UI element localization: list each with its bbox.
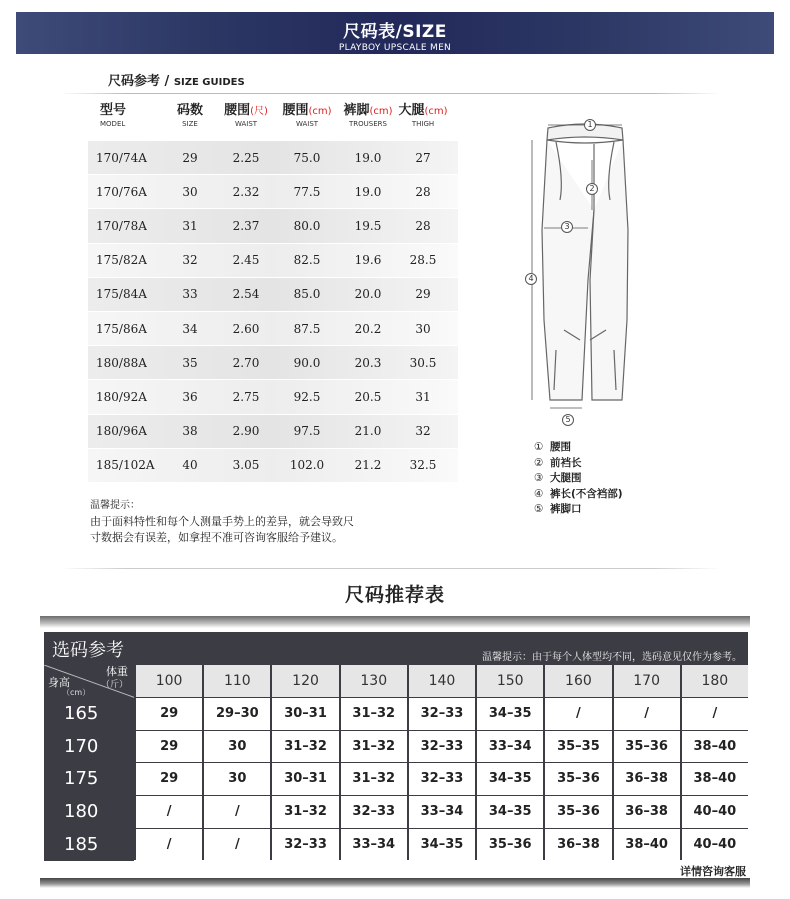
size-table-header: [88, 104, 458, 140]
table-cell: 31: [182, 218, 198, 233]
weight-header-cell: 120: [272, 665, 338, 697]
marker-1: 1: [584, 119, 596, 131]
size-cell: 30–31: [272, 763, 338, 795]
table-row: [44, 828, 748, 861]
size-cell: /: [136, 796, 202, 828]
height-cell: 165: [44, 698, 134, 730]
table-cell: 102.0: [289, 458, 325, 473]
table-cell: 30: [182, 184, 198, 199]
weight-label: 体重: [106, 665, 128, 678]
size-cell: 29: [136, 763, 202, 795]
size-cell: 35–36: [545, 763, 611, 795]
table-cell: 87.5: [293, 321, 321, 336]
height-cell: 170: [44, 731, 134, 763]
weight-unit: （斤）: [100, 680, 128, 690]
legend-item: [534, 487, 623, 503]
table-cell: 32.5: [409, 458, 437, 473]
table-cell: 21.2: [354, 458, 382, 473]
header-en: MODEL: [100, 120, 126, 128]
header-unit: (cm): [308, 106, 332, 117]
table-cell: 170/74A: [96, 150, 147, 165]
size-cell: 32–33: [272, 829, 338, 861]
header-en: SIZE: [182, 120, 198, 128]
marker-5: 5: [562, 414, 574, 426]
size-cell: 40–40: [682, 796, 748, 828]
header-unit: (cm): [369, 106, 393, 117]
table-row: [44, 762, 748, 795]
pants-diagram: [520, 110, 650, 430]
table-cell: 90.0: [293, 355, 321, 370]
size-cell: 36–38: [614, 796, 680, 828]
recommend-table-header: [44, 632, 748, 664]
height-label: 身高: [48, 676, 70, 689]
table-cell: 75.0: [293, 150, 321, 165]
size-cell: 32–33: [409, 731, 475, 763]
size-cell: 35–35: [545, 731, 611, 763]
decor-bar: [40, 878, 750, 888]
table-cell: 28.5: [409, 253, 437, 268]
size-table-header-cell: [398, 104, 448, 140]
tip-title: 温馨提示：: [90, 500, 140, 511]
size-cell: 35–36: [614, 731, 680, 763]
table-cell: 180/88A: [96, 355, 147, 370]
height-cell: 180: [44, 796, 134, 828]
legend-label: 裤脚口: [550, 503, 582, 515]
size-cell: 38–40: [614, 829, 680, 861]
banner-title: 尺码表/SIZE: [343, 22, 447, 42]
marker-4: 4: [525, 273, 537, 285]
table-row: [88, 174, 458, 208]
table-row: [44, 795, 748, 828]
size-cell: /: [136, 829, 202, 861]
weight-header-cell: 180: [682, 665, 748, 697]
height-cell: 185: [44, 829, 134, 861]
table-row: [88, 345, 458, 379]
size-cell: 34–35: [477, 763, 543, 795]
table-cell: 20.0: [354, 287, 382, 302]
height-cell: 175: [44, 763, 134, 795]
size-cell: 31–32: [341, 698, 407, 730]
legend-label: 腰围: [550, 441, 571, 453]
header-cn: 码数: [176, 103, 203, 118]
table-cell: 2.70: [232, 355, 260, 370]
table-cell: 170/78A: [96, 218, 147, 233]
size-cell: 30: [204, 731, 270, 763]
size-guide-heading: [108, 70, 245, 89]
legend-num: ⑤: [534, 503, 544, 515]
table-cell: 19.0: [354, 184, 382, 199]
table-cell: 3.05: [232, 458, 260, 473]
table-cell: 35: [182, 355, 198, 370]
table-cell: 29: [415, 287, 431, 302]
legend-item: [534, 471, 623, 487]
table-cell: 97.5: [293, 424, 321, 439]
size-cell: 35–36: [545, 796, 611, 828]
legend-item: [534, 456, 623, 472]
weight-header-cell: 130: [341, 665, 407, 697]
legend-label: 裤长(不含裆部): [550, 487, 623, 500]
header-en: THIGH: [411, 120, 435, 128]
tip-line: 由于面料特性和每个人测量手势上的差异，就会导致尺: [90, 515, 354, 528]
size-cell: 29: [136, 731, 202, 763]
table-cell: 170/76A: [96, 184, 147, 199]
legend-num: ①: [534, 441, 544, 453]
table-cell: 29: [182, 150, 198, 165]
table-cell: 28: [415, 218, 431, 233]
legend-item: [534, 440, 623, 456]
top-banner: [16, 12, 774, 54]
size-cell: /: [682, 698, 748, 730]
table-cell: 20.2: [354, 321, 382, 336]
table-cell: 38: [182, 424, 198, 439]
size-table-header-cell: [88, 104, 164, 140]
corner-cell: [44, 665, 134, 698]
legend-num: ④: [534, 487, 544, 500]
recommend-title: 尺码推荐表: [344, 584, 445, 606]
header-cn: 裤脚: [343, 103, 370, 118]
size-cell: 29: [136, 698, 202, 730]
size-table-body: [88, 140, 458, 482]
recommend-note: 温馨提示：由于每个人体型均不同，选码意见仅作为参考。: [482, 652, 742, 663]
size-cell: 35–36: [477, 829, 543, 861]
size-cell: 32–33: [409, 763, 475, 795]
tip-line: 寸数据会有误差，如拿捏不准可咨询客服给予建议。: [90, 531, 343, 544]
size-cell: 31–32: [272, 796, 338, 828]
header-cn: 腰围: [282, 103, 309, 118]
table-cell: 21.0: [354, 424, 382, 439]
weight-header-cell: 170: [614, 665, 680, 697]
marker-3: 3: [561, 221, 573, 233]
size-cell: 36–38: [545, 829, 611, 861]
size-cell: 31–32: [341, 731, 407, 763]
table-cell: 31: [415, 389, 431, 404]
table-cell: 2.25: [232, 150, 260, 165]
legend-label: 前裆长: [550, 456, 582, 469]
banner-subtitle: PLAYBOY UPSCALE MEN: [338, 43, 452, 53]
size-cell: 30: [204, 763, 270, 795]
table-cell: 40: [182, 458, 198, 473]
header-en: TROUSERS: [349, 120, 387, 128]
size-cell: 29–30: [204, 698, 270, 730]
header-en: WAIST: [234, 120, 258, 128]
legend-item: [534, 502, 623, 518]
size-cell: 33–34: [341, 829, 407, 861]
table-cell: 175/84A: [96, 287, 147, 302]
size-table-header-cell: [164, 104, 216, 140]
table-cell: 77.5: [293, 184, 321, 199]
size-cell: 33–34: [409, 796, 475, 828]
table-row: [88, 311, 458, 345]
table-cell: 2.37: [232, 218, 260, 233]
size-cell: 36–38: [614, 763, 680, 795]
size-cell: 34–35: [409, 829, 475, 861]
weight-header-cell: 140: [409, 665, 475, 697]
decor-bar: [40, 616, 750, 628]
size-cell: /: [204, 829, 270, 861]
table-cell: 175/82A: [96, 253, 147, 268]
table-cell: 2.32: [232, 184, 260, 199]
table-cell: 85.0: [293, 287, 321, 302]
weight-header-cell: 110: [204, 665, 270, 697]
weight-header-cell: 150: [477, 665, 543, 697]
table-cell: 32: [415, 424, 431, 439]
header-en: WAIST: [295, 120, 319, 128]
table-cell: 80.0: [293, 218, 321, 233]
table-row: [88, 277, 458, 311]
marker-2: 2: [586, 183, 598, 195]
table-cell: 36: [182, 389, 198, 404]
header-unit: (尺): [250, 106, 268, 117]
recommend-body: [44, 697, 748, 861]
weight-header-cell: 100: [136, 665, 202, 697]
table-cell: 32: [182, 253, 198, 268]
legend-num: ③: [534, 472, 544, 484]
divider: [60, 93, 720, 94]
size-table: [88, 104, 458, 482]
header-cn: 腰围: [224, 103, 251, 118]
size-cell: /: [614, 698, 680, 730]
recommend-label: 选码参考: [52, 640, 124, 661]
table-cell: 20.5: [354, 389, 382, 404]
divider: [60, 568, 720, 569]
size-table-header-cell: [216, 104, 276, 140]
size-guide-title-en: SIZE GUIDES: [173, 77, 245, 88]
size-cell: /: [545, 698, 611, 730]
tip-box: [90, 498, 354, 546]
table-cell: 33: [182, 287, 198, 302]
header-unit: (cm): [424, 106, 448, 117]
table-cell: 180/96A: [96, 424, 147, 439]
table-cell: 2.90: [232, 424, 260, 439]
header-cn: 大腿: [398, 103, 425, 118]
size-cell: 40–40: [682, 829, 748, 861]
size-cell: 30–31: [272, 698, 338, 730]
table-cell: 2.45: [232, 253, 260, 268]
table-cell: 28: [415, 184, 431, 199]
size-cell: 34–35: [477, 698, 543, 730]
size-table-header-cell: [276, 104, 338, 140]
size-cell: 31–32: [272, 731, 338, 763]
table-row: [88, 414, 458, 448]
size-cell: 33–34: [477, 731, 543, 763]
table-cell: 19.5: [354, 218, 382, 233]
table-cell: 2.75: [232, 389, 260, 404]
table-cell: 30.5: [409, 355, 437, 370]
table-cell: 2.54: [232, 287, 260, 302]
size-table-header-cell: [338, 104, 398, 140]
table-row: [88, 448, 458, 482]
table-row: [88, 243, 458, 277]
table-cell: 20.3: [354, 355, 382, 370]
legend-num: ②: [534, 456, 544, 469]
size-cell: 38–40: [682, 763, 748, 795]
table-cell: 175/86A: [96, 321, 147, 336]
recommend-table: [44, 632, 748, 860]
size-cell: 38–40: [682, 731, 748, 763]
size-cell: 34–35: [477, 796, 543, 828]
table-row: [44, 697, 748, 730]
weight-row: [44, 664, 748, 697]
table-cell: 82.5: [293, 253, 321, 268]
table-cell: 19.0: [354, 150, 382, 165]
size-cell: 32–33: [341, 796, 407, 828]
size-cell: 31–32: [341, 763, 407, 795]
weight-header-cell: 160: [545, 665, 611, 697]
table-cell: 27: [415, 150, 431, 165]
table-cell: 92.5: [293, 389, 321, 404]
height-unit: （cm）: [62, 688, 91, 697]
diagram-legend: [534, 440, 623, 518]
table-cell: 34: [182, 321, 198, 336]
table-cell: 30: [415, 321, 431, 336]
table-row: [88, 208, 458, 242]
table-row: [88, 140, 458, 174]
legend-label: 大腿围: [550, 472, 582, 484]
header-cn: 型号: [100, 103, 127, 118]
size-cell: 32–33: [409, 698, 475, 730]
footer-note: 详情咨询客服: [680, 865, 746, 878]
table-row: [44, 730, 748, 763]
table-cell: 19.6: [354, 253, 382, 268]
table-row: [88, 379, 458, 413]
table-cell: 185/102A: [96, 458, 155, 473]
table-cell: 180/92A: [96, 389, 147, 404]
size-cell: /: [204, 796, 270, 828]
table-cell: 2.60: [232, 321, 260, 336]
size-guide-title: 尺码参考 /: [108, 74, 174, 89]
